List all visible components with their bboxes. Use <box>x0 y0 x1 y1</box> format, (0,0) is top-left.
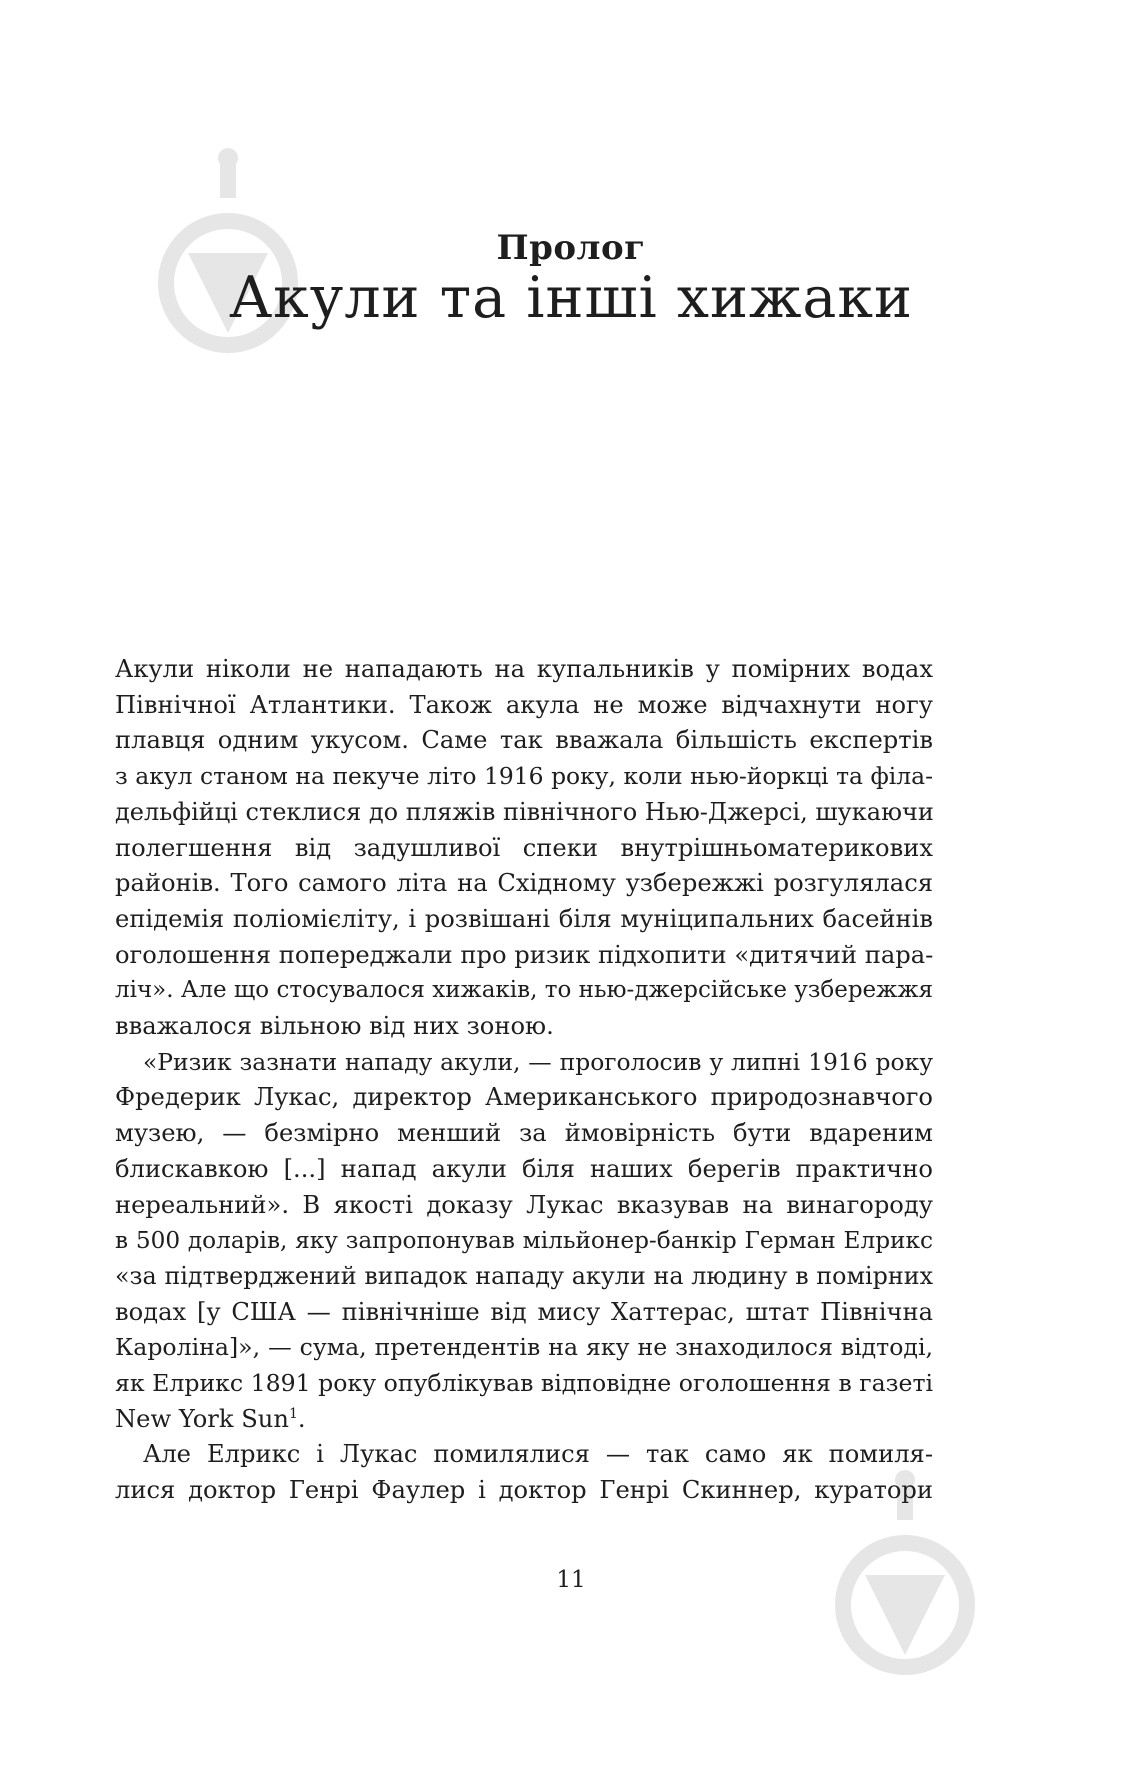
text-line: епідемія поліомієліту, і розвішані біля муніципальних басейнів <box>115 904 933 933</box>
paragraph <box>115 1045 933 1438</box>
chapter-title: Акули та інші хижаки <box>228 265 914 331</box>
text-line: музею, — безмірно менший за ймовірність бути вдареним <box>115 1119 933 1148</box>
text-line: в 500 доларів, яку запропонував мільйонер-банкір Герман Елрикс <box>115 1227 933 1255</box>
text-line: оголошення попереджали про ризик підхопити «дитячий пара- <box>115 940 934 969</box>
text-line: Фредерик Лукас, директор Американського природознавчого <box>115 1083 933 1112</box>
chapter-kicker: Пролог <box>496 228 646 268</box>
text-line: «за підтверджений випадок нападу акули на людину в помірних <box>115 1261 933 1290</box>
text-line: районів. Того самого літа на Східному узбережжі розгулялася <box>115 869 933 898</box>
text-line: нереальний». В якості доказу Лукас вказував на винагороду <box>115 1190 933 1219</box>
text-line: блискавкою [...] напад акули біля наших берегів практично <box>115 1154 933 1183</box>
paragraph <box>115 652 933 1045</box>
text-line: вважалося вільною від них зоною. <box>115 1012 554 1041</box>
page-number: 11 <box>556 1567 586 1593</box>
text-line: Кароліна]», — сума, претендентів на яку не знаходилося відтоді, <box>115 1333 933 1362</box>
text-line <box>115 1402 933 1438</box>
text-line: «Ризик зазнати нападу акули, — проголосив у липні 1916 року <box>143 1047 933 1076</box>
text-line: Північної Атлантики. Також акула не може відчахнути ногу <box>115 690 933 719</box>
paragraph <box>115 1437 933 1508</box>
chapter-body <box>115 652 933 1509</box>
text-line: з акул станом на пекуче літо 1916 року, коли нью-йоркці та філа- <box>115 762 933 791</box>
footnote-ref[interactable]: 1 <box>288 1405 298 1422</box>
text-line: водах [у США — північніше від мису Хаттерас, штат Північна <box>115 1297 933 1326</box>
text-line: Акули ніколи не нападають на купальників у помірних водах <box>115 655 933 683</box>
text-fragment: New York Sun <box>115 1404 289 1433</box>
text-line: дельфійці стеклися до пляжів північного Нью-Джерсі, шукаючи <box>115 797 934 826</box>
text-fragment: . <box>297 1404 306 1433</box>
text-line: полегшення від задушливої спеки внутрішньоматерикових <box>115 833 933 862</box>
text-line: лися доктор Генрі Фаулер і доктор Генрі Скиннер, куратори <box>115 1476 933 1505</box>
text-line: плавця одним укусом. Саме так вважала більшість експертів <box>115 726 933 755</box>
text-line: як Елрикс 1891 року опублікував відповідне оголошення в газеті <box>115 1369 934 1398</box>
text-line: Але Елрикс і Лукас помилялися — так само як помиля- <box>143 1440 933 1469</box>
text-line: ліч». Але що стосувалося хижаків, то нью-джерсійське узбережжя <box>115 977 933 1004</box>
